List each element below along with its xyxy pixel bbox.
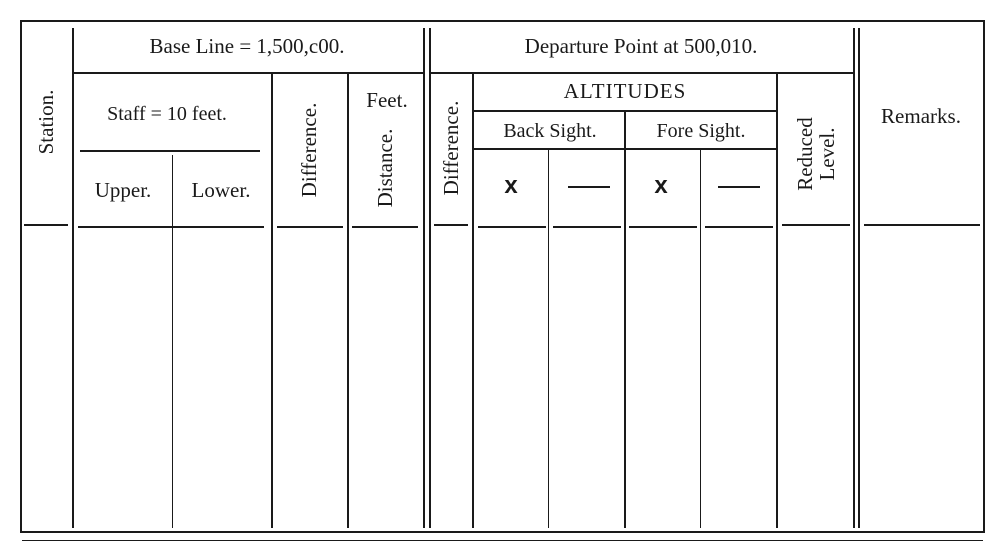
header-rule-altitudes-d bbox=[705, 226, 773, 228]
staff-header: Staff = 10 feet. bbox=[107, 103, 227, 125]
fore-sight-plus-mark: x bbox=[654, 172, 668, 199]
remarks-header: Remarks. bbox=[881, 104, 961, 128]
table-top-border bbox=[20, 20, 985, 22]
difference-header-right: Difference. bbox=[438, 100, 463, 196]
back-sight-minus-mark bbox=[568, 186, 610, 188]
table-right-border bbox=[983, 20, 985, 533]
station-header: Station. bbox=[33, 89, 58, 155]
section-double-divider-a bbox=[423, 28, 425, 528]
header-rule-altitudes-a bbox=[478, 226, 546, 228]
departure-point-header: Departure Point at 500,010. bbox=[524, 34, 758, 58]
table-left-border bbox=[20, 20, 22, 533]
fore-sight-sub-divider bbox=[700, 150, 701, 528]
base-line-header: Base Line = 1,500,c00. bbox=[149, 34, 345, 58]
back-sight-plus-mark: x bbox=[504, 172, 518, 199]
header-rule-distance bbox=[352, 226, 418, 228]
header-rule-difference bbox=[277, 226, 343, 228]
back-sight-header: Back Sight. bbox=[503, 120, 597, 142]
fore-sight-header: Fore Sight. bbox=[656, 120, 746, 142]
difference-header-left: Difference. bbox=[296, 102, 321, 198]
table-bottom-rule bbox=[22, 540, 983, 541]
back-fore-divider bbox=[624, 112, 626, 528]
fore-sight-minus-mark bbox=[718, 186, 760, 188]
header-rule-altitudes-b bbox=[553, 226, 621, 228]
header-rule-station bbox=[24, 224, 68, 226]
staff-underline bbox=[80, 150, 260, 152]
distance-header: Distance. bbox=[372, 128, 397, 208]
upper-lower-divider bbox=[172, 155, 173, 528]
station-divider bbox=[72, 28, 74, 528]
upper-header: Upper. bbox=[94, 178, 152, 202]
header-rule-altitudes-c bbox=[629, 226, 697, 228]
section-double-divider-b bbox=[429, 28, 431, 528]
fore-reduced-divider bbox=[776, 74, 778, 528]
header-rule-difference-right bbox=[434, 224, 468, 226]
reduced-remarks-divider-b bbox=[858, 28, 860, 528]
header-rule-remarks bbox=[864, 224, 980, 226]
header-rule-staff bbox=[78, 226, 264, 228]
base-line-underline bbox=[72, 72, 423, 74]
altitudes-header: ALTITUDES bbox=[563, 79, 687, 103]
difference-altitudes-divider bbox=[472, 74, 474, 528]
header-rule-reduced bbox=[782, 224, 850, 226]
feet-header: Feet. bbox=[366, 88, 408, 112]
sight-underline bbox=[474, 148, 776, 150]
lower-header: Lower. bbox=[191, 178, 251, 202]
staff-difference-divider bbox=[271, 74, 273, 528]
altitudes-underline bbox=[474, 110, 776, 112]
table-bottom-border bbox=[20, 531, 985, 533]
difference-feet-divider bbox=[347, 74, 349, 528]
reduced-level-header: Reduced Level. bbox=[792, 117, 839, 191]
reduced-remarks-divider-a bbox=[853, 28, 855, 528]
departure-underline bbox=[431, 72, 853, 74]
back-sight-sub-divider bbox=[548, 150, 549, 528]
